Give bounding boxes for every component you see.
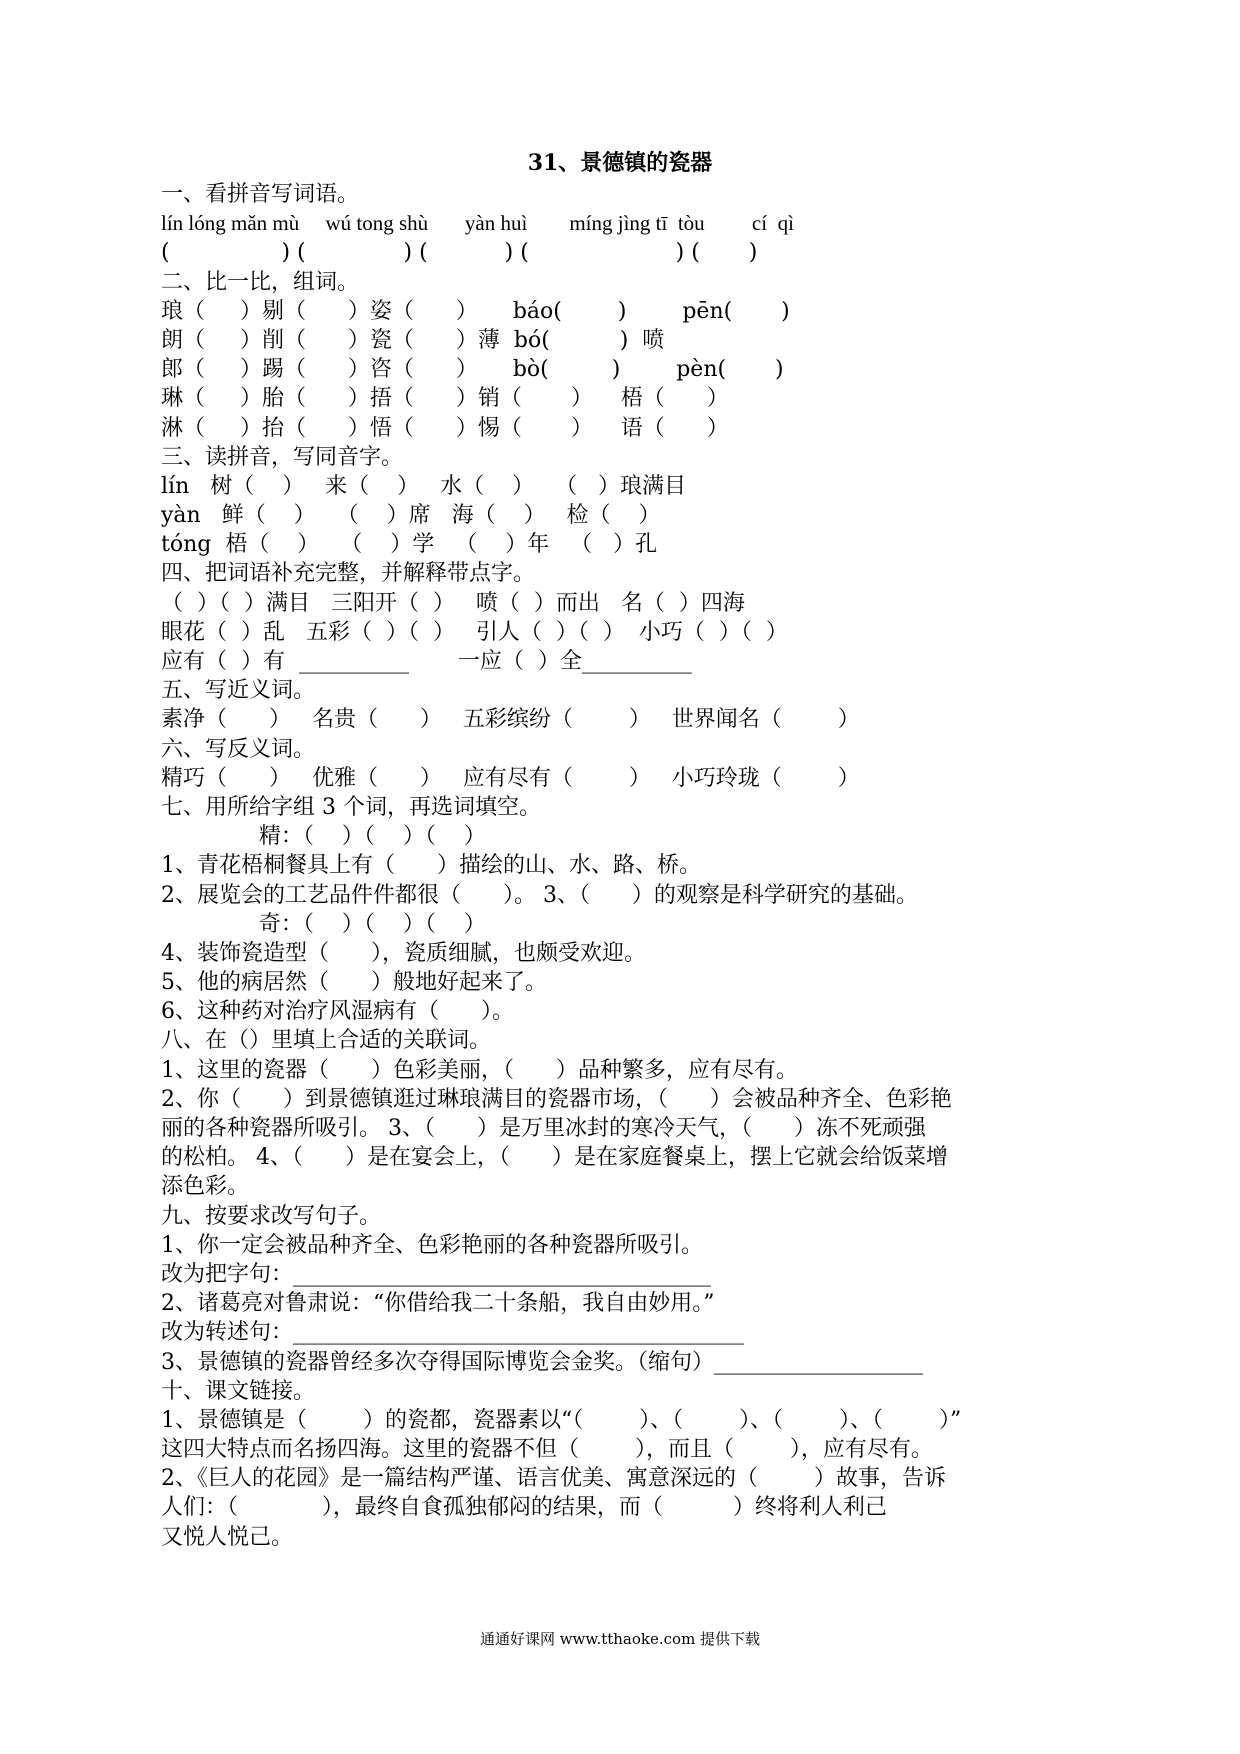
exercise-line: 改为把字句：______________________________________ — [161, 1261, 712, 1287]
section-heading: 五、写近义词。 — [161, 678, 316, 704]
exercise-line: 素净（ ） 名贵（ ） 五彩缤纷（ ） 世界闻名（ ） — [161, 707, 860, 733]
exercise-line: 3、景德镇的瓷器曾经多次夺得国际博览会金奖。（缩句）___________________ — [161, 1349, 923, 1375]
exercise-line: 1、这里的瓷器（ ）色彩美丽，（ ）品种繁多，应有尽有。 — [161, 1057, 798, 1083]
section-heading: 九、按要求改写句子。 — [161, 1203, 382, 1229]
exercise-line: 郎（ ）踢（ ）咨（ ） bò( ) pèn( ) — [161, 357, 784, 383]
exercise-line: 2、《巨人的花园》是一篇结构严谨、语言优美、寓意深远的（ ）故事，告诉 — [161, 1466, 946, 1492]
exercise-line: 应有（ ）有 __________ 一应（ ）全__________ — [161, 649, 692, 674]
exercise-line: 精：（ ）（ ）（ ） — [161, 824, 486, 850]
exercise-line: lín 树（ ） 来（ ） 水（ ） （ ）琅满目 — [161, 473, 687, 499]
exercise-line: 1、景德镇是（ ）的瓷都，瓷器素以“（ ）、（ ）、（ ）、（ ）” — [161, 1407, 962, 1433]
exercise-line: 淋（ ）抬（ ）悟（ ）惕（ ） 语（ ） — [161, 415, 729, 441]
footer-credit: 通通好课网 www.tthaoke.com 提供下载 — [479, 1630, 761, 1648]
section-heading: 十、课文链接。 — [161, 1378, 316, 1404]
exercise-line: 6、这种药对治疗风湿病有（ ）。 — [161, 999, 514, 1025]
exercise-line: 2、诸葛亮对鲁肃说：“你借给我二十条船，我自由妙用。” — [161, 1291, 715, 1317]
exercise-line: 2、展览会的工艺品件件都很（ ）。 3、（ ）的观察是科学研究的基础。 — [161, 882, 918, 908]
exercise-line: tóng 梧（ ） （ ）学 （ ）年 （ ）孔 — [161, 532, 658, 558]
exercise-line: 丽的各种瓷器所吸引。 3、（ ）是万里冰封的寒冷天气，（ ）冻不死顽强 — [161, 1116, 926, 1141]
exercise-line: 1、青花梧桐餐具上有（ ）描绘的山、水、路、桥。 — [161, 853, 701, 879]
exercise-line: （ ）（ ）满目 三阳开（ ） 喷（ ）而出 名（ ）四海 — [161, 590, 745, 616]
section-heading: 八、在（）里填上合适的关联词。 — [161, 1028, 492, 1054]
exercise-line: 2、你（ ）到景德镇逛过琳琅满目的瓷器市场，（ ）会被品种齐全、色彩艳 — [161, 1086, 952, 1112]
worksheet-title: 31、景德镇的瓷器 — [527, 150, 713, 176]
pinyin-line: lín lóng mǎn mù wú tong shù yàn huì míng jìng tī tòu cí qì — [161, 211, 794, 236]
exercise-line: 精巧（ ） 优雅（ ） 应有尽有（ ） 小巧玲珑（ ） — [161, 765, 860, 791]
exercise-line: 人们：（ ），最终自食孤独郁闷的结果，而（ ）终将利人利己 — [161, 1495, 887, 1521]
exercise-line: 琳（ ）胎（ ）捂（ ）销（ ） 梧（ ） — [161, 386, 729, 412]
exercise-line: yàn 鲜（ ） （ ）席 海（ ） 检（ ） — [161, 503, 661, 529]
exercise-line: 5、他的病居然（ ）般地好起来了。 — [161, 970, 547, 996]
section-heading: 一、看拼音写词语。 — [161, 182, 360, 207]
section-heading: 三、读拼音，写同音字。 — [161, 444, 404, 470]
worksheet-body — [161, 180, 1096, 1552]
exercise-line: 眼花（ ）乱 五彩（ ）（ ） 引人（ ）（ ） 小巧（ ）（ ） — [161, 619, 788, 645]
answer-blanks: ( ) ( ) ( ) ( ) ( ) — [161, 240, 758, 266]
exercise-line: 1、你一定会被品种齐全、色彩艳丽的各种瓷器所吸引。 — [161, 1232, 703, 1258]
exercise-line: 又悦人悦己。 — [161, 1524, 294, 1550]
exercise-line: 4、装饰瓷造型（ ），瓷质细腻，也颇受欢迎。 — [161, 940, 646, 966]
exercise-line: 的松柏。 4、（ ）是在宴会上，（ ）是在家庭餐桌上，摆上它就会给饭菜增 — [161, 1145, 948, 1171]
exercise-line: 添色彩。 — [161, 1174, 250, 1200]
exercise-line: 奇：（ ）（ ）（ ） — [161, 911, 486, 937]
exercise-line: 朗（ ）削（ ）瓷（ ）薄 bó( ) 喷 — [161, 327, 665, 353]
exercise-line: 这四大特点而名扬四海。这里的瓷器不但（ ），而且（ ），应有尽有。 — [161, 1437, 933, 1463]
exercise-line: 琅（ ）剔（ ）姿（ ） báo( ) pēn( ) — [161, 298, 790, 324]
section-heading: 四、把词语补充完整，并解释带点字。 — [161, 561, 536, 587]
section-heading: 六、写反义词。 — [161, 736, 316, 762]
section-heading: 二、比一比，组词。 — [161, 269, 360, 295]
exercise-line: 改为转述句：_________________________________________ — [161, 1320, 745, 1346]
section-heading: 七、用所给字组 3 个词，再选词填空。 — [161, 794, 541, 820]
